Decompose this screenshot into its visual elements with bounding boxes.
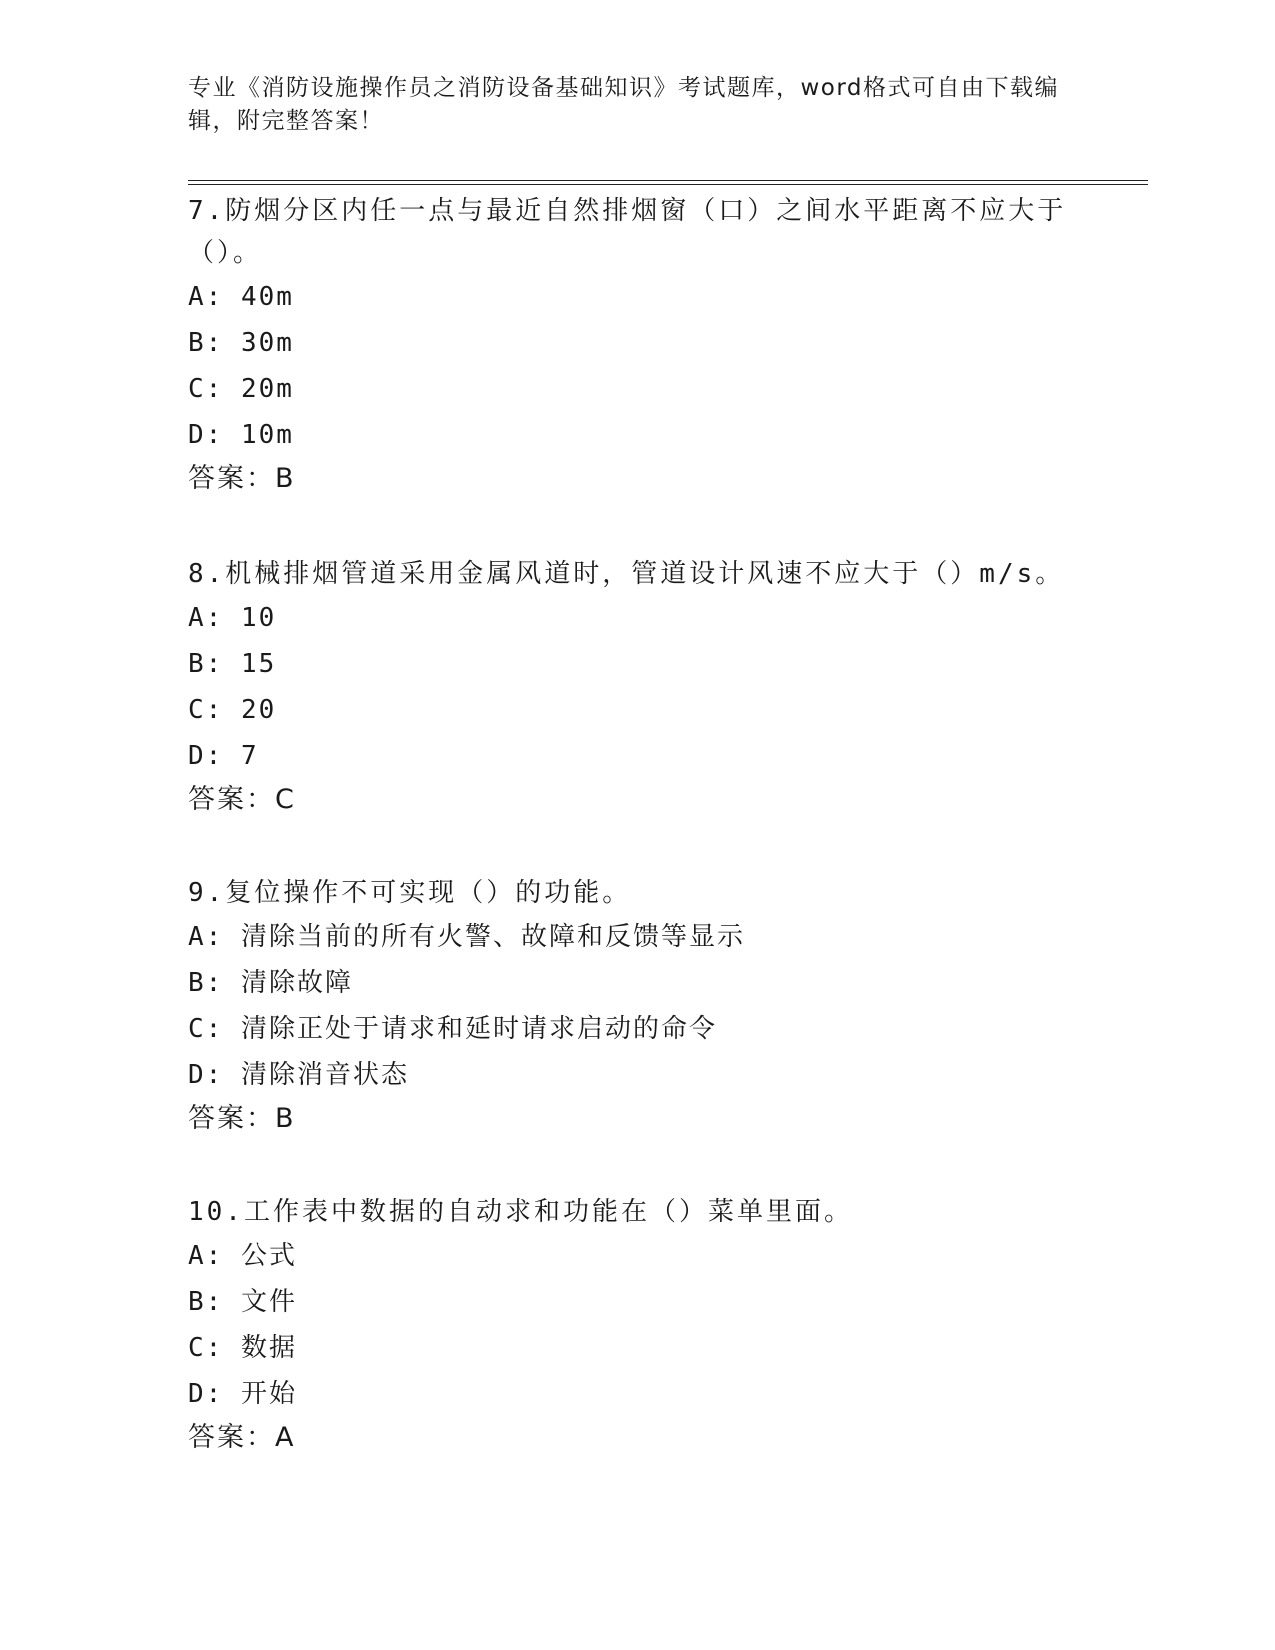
option-b: B: 清除故障	[188, 968, 353, 998]
option-a: A: 公式	[188, 1241, 297, 1271]
option-c: C: 数据	[188, 1333, 297, 1363]
option-b: B: 文件	[188, 1287, 297, 1317]
question-8	[188, 553, 1068, 821]
answer: 答案：C	[188, 784, 296, 815]
header-divider-bottom	[188, 184, 1148, 185]
option-d: D: 清除消音状态	[188, 1060, 409, 1090]
option-d: D: 开始	[188, 1379, 297, 1409]
question-stem: 9.复位操作不可实现（）的功能。	[188, 878, 632, 908]
question-stem: 10.工作表中数据的自动求和功能在（）菜单里面。	[188, 1197, 853, 1227]
document-header: 专业《消防设施操作员之消防设备基础知识》考试题库，word格式可自由下载编辑，附完整答案！	[188, 75, 1060, 134]
option-c: C: 20	[188, 695, 277, 725]
option-b: B: 15	[188, 649, 277, 679]
option-a: A: 清除当前的所有火警、故障和反馈等显示	[188, 922, 745, 952]
question-stem: 7.防烟分区内任一点与最近自然排烟窗（口）之间水平距离不应大于（）。	[188, 196, 1067, 268]
question-9	[188, 872, 1068, 1140]
answer: 答案：A	[188, 1422, 296, 1453]
question-10	[188, 1191, 1068, 1459]
option-d: D: 10m	[188, 420, 294, 450]
option-b: B: 30m	[188, 328, 294, 358]
option-a: A: 40m	[188, 282, 294, 312]
question-7	[188, 190, 1068, 500]
header-divider-top	[188, 180, 1148, 181]
option-c: C: 清除正处于请求和延时请求启动的命令	[188, 1014, 717, 1044]
option-a: A: 10	[188, 603, 277, 633]
answer: 答案：B	[188, 463, 296, 494]
option-c: C: 20m	[188, 374, 294, 404]
question-stem: 8.机械排烟管道采用金属风道时，管道设计风速不应大于（）m/s。	[188, 559, 1065, 589]
answer: 答案：B	[188, 1103, 296, 1134]
option-d: D: 7	[188, 741, 259, 771]
